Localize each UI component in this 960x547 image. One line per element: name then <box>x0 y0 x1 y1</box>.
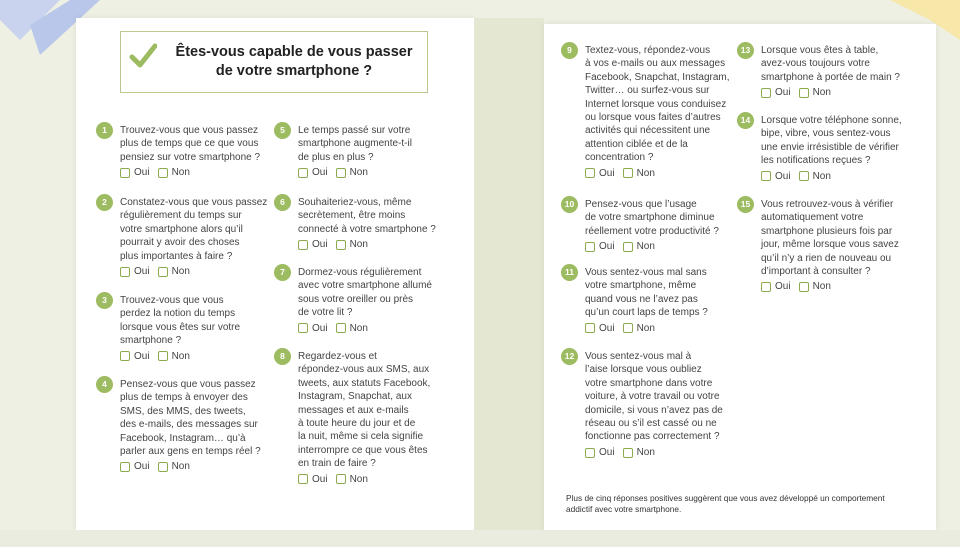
oui-option[interactable] <box>585 240 615 253</box>
oui-label: Oui <box>599 446 615 458</box>
oui-label: Oui <box>134 350 150 362</box>
oui-option[interactable] <box>120 265 150 278</box>
question-1 <box>102 124 261 180</box>
question-14 <box>740 114 902 183</box>
answer-options <box>298 473 430 486</box>
oui-checkbox[interactable] <box>298 168 308 178</box>
oui-label: Oui <box>312 473 328 485</box>
question-9 <box>567 44 730 180</box>
non-option[interactable] <box>158 265 190 278</box>
non-checkbox[interactable] <box>799 88 809 98</box>
non-option[interactable] <box>158 166 190 179</box>
question-number-badge: 7 <box>274 264 291 281</box>
non-option[interactable] <box>799 86 831 99</box>
non-label: Non <box>636 241 655 253</box>
answer-options <box>120 460 261 473</box>
question-number-badge: 9 <box>561 42 578 59</box>
answer-options <box>761 86 900 99</box>
question-number-badge: 14 <box>737 112 754 129</box>
oui-checkbox[interactable] <box>761 171 771 181</box>
question-7 <box>280 266 432 335</box>
oui-checkbox[interactable] <box>120 168 130 178</box>
oui-label: Oui <box>134 461 150 473</box>
non-option[interactable] <box>623 322 655 335</box>
answer-options <box>120 166 260 179</box>
oui-label: Oui <box>599 167 615 179</box>
answer-options <box>120 265 267 278</box>
question-text: Pensez-vous que vous passez plus de temps à envoyer des SMS, des MMS, des tweets, des e-mails, des messages sur Facebook, Instagram… qu’à parler aux gens en temps réel ? <box>120 379 261 458</box>
question-13 <box>740 44 900 100</box>
oui-option[interactable] <box>761 86 791 99</box>
question-11 <box>565 266 708 335</box>
non-checkbox[interactable] <box>623 242 633 252</box>
non-checkbox[interactable] <box>158 351 168 361</box>
non-checkbox[interactable] <box>799 282 809 292</box>
answer-options <box>585 446 723 459</box>
question-number-badge: 6 <box>274 194 291 211</box>
non-option[interactable] <box>799 170 831 183</box>
oui-option[interactable] <box>298 322 328 335</box>
oui-checkbox[interactable] <box>298 323 308 333</box>
oui-option[interactable] <box>585 322 615 335</box>
question-6 <box>280 196 436 252</box>
non-option[interactable] <box>336 166 368 179</box>
question-text: Dormez-vous régulièrement avec votre smartphone allumé sous votre oreiller ou près de votre lit ? <box>298 267 432 319</box>
oui-label: Oui <box>134 167 150 179</box>
question-number-badge: 3 <box>96 292 113 309</box>
non-checkbox[interactable] <box>336 474 346 484</box>
oui-label: Oui <box>312 239 328 251</box>
title-box <box>120 31 428 93</box>
oui-checkbox[interactable] <box>585 242 595 252</box>
question-2 <box>102 196 268 278</box>
non-label: Non <box>636 446 655 458</box>
non-checkbox[interactable] <box>623 168 633 178</box>
question-3 <box>102 294 241 363</box>
question-text: Le temps passé sur votre smartphone augmente-t-il de plus en plus ? <box>298 125 412 163</box>
non-checkbox[interactable] <box>336 240 346 250</box>
non-option[interactable] <box>158 350 190 363</box>
question-text: Trouvez-vous que vous passez plus de temps que ce que vous pensiez sur votre smartphone ? <box>120 125 261 163</box>
question-number-badge: 5 <box>274 122 291 139</box>
oui-label: Oui <box>775 87 791 99</box>
oui-option[interactable] <box>298 166 328 179</box>
non-label: Non <box>812 87 831 99</box>
answer-options <box>298 322 432 335</box>
oui-label: Oui <box>599 322 615 334</box>
question-number-badge: 1 <box>96 122 113 139</box>
non-checkbox[interactable] <box>623 323 633 333</box>
page-spine <box>474 18 544 530</box>
non-label: Non <box>636 167 655 179</box>
answer-options <box>120 350 240 363</box>
question-text: Vous sentez-vous mal sans votre smartphone, même quand vous ne l’avez pas qu’un court laps de temps ? <box>585 267 708 319</box>
oui-option[interactable] <box>120 460 150 473</box>
oui-option[interactable] <box>761 170 791 183</box>
oui-checkbox[interactable] <box>761 282 771 292</box>
oui-label: Oui <box>134 266 150 278</box>
footnote: Plus de cinq réponses positives suggèrent que vous avez développé un comportement addictif avec votre smartphone. <box>566 493 885 514</box>
non-checkbox[interactable] <box>623 448 633 458</box>
oui-checkbox[interactable] <box>585 168 595 178</box>
oui-option[interactable] <box>120 166 150 179</box>
question-number-badge: 4 <box>96 376 113 393</box>
non-checkbox[interactable] <box>158 267 168 277</box>
question-text: Pensez-vous que l’usage de votre smartphone diminue réellement votre productivité ? <box>585 199 719 237</box>
answer-options <box>761 170 902 183</box>
oui-checkbox[interactable] <box>298 240 308 250</box>
non-checkbox[interactable] <box>158 168 168 178</box>
question-text: Textez-vous, répondez-vous à vos e-mails ou aux messages Facebook, Snapchat, Instagram, Twitter… ou surfez-vous sur Internet lorsque vous conduisez ou lorsque vous faites d’autres activités qui nécessitent une attention ciblée et de la concentration ? <box>585 45 730 164</box>
non-label: Non <box>171 350 190 362</box>
question-text: Lorsque vous êtes à table, avez-vous toujours votre smartphone à portée de main ? <box>761 45 900 83</box>
oui-label: Oui <box>312 167 328 179</box>
question-4 <box>102 378 261 474</box>
non-label: Non <box>812 281 831 293</box>
non-label: Non <box>349 239 368 251</box>
non-label: Non <box>812 170 831 182</box>
non-option[interactable] <box>799 280 831 293</box>
non-label: Non <box>349 473 368 485</box>
oui-checkbox[interactable] <box>585 448 595 458</box>
non-checkbox[interactable] <box>336 323 346 333</box>
answer-options <box>585 167 730 180</box>
non-option[interactable] <box>336 473 368 486</box>
non-label: Non <box>171 167 190 179</box>
non-checkbox[interactable] <box>799 171 809 181</box>
non-option[interactable] <box>336 322 368 335</box>
question-8 <box>280 350 431 486</box>
question-10 <box>564 198 719 254</box>
non-label: Non <box>636 322 655 334</box>
page-title: Êtes-vous capable de vous passer de votre smartphone ? <box>175 44 413 79</box>
oui-option[interactable] <box>585 167 615 180</box>
oui-checkbox[interactable] <box>585 323 595 333</box>
question-number-badge: 11 <box>561 264 578 281</box>
question-number-badge: 2 <box>96 194 113 211</box>
answer-options <box>585 240 719 253</box>
question-number-badge: 8 <box>274 348 291 365</box>
answer-options <box>585 322 708 335</box>
question-text: Regardez-vous et répondez-vous aux SMS, aux tweets, aux statuts Facebook, Instagram, Snapchat, aux messages et aux e-mails à toute heure du jour et de la nuit, même si cela signifie interrompre ce que vous êtes en train de faire ? <box>298 351 431 470</box>
oui-option[interactable] <box>585 446 615 459</box>
oui-checkbox[interactable] <box>761 88 771 98</box>
question-text: Constatez-vous que vous passez régulièrement du temps sur votre smartphone alors qu’il pourrait y avoir des choses plus importantes à faire ? <box>120 197 268 262</box>
non-option[interactable] <box>336 238 368 251</box>
oui-label: Oui <box>312 322 328 334</box>
non-checkbox[interactable] <box>336 168 346 178</box>
question-12 <box>564 350 723 459</box>
non-option[interactable] <box>623 446 655 459</box>
question-text: Lorsque votre téléphone sonne, bipe, vibre, vous sentez-vous une envie irrésistible de vérifier les notifications reçues ? <box>761 115 902 167</box>
question-text: Vous retrouvez-vous à vérifier automatiquement votre smartphone plusieurs fois par jour, même lorsque vous savez qu’il n’y a rien de nouveau ou d’important à consulter ? <box>761 199 899 278</box>
answer-options <box>761 280 899 293</box>
oui-option[interactable] <box>298 473 328 486</box>
answer-options <box>298 238 436 251</box>
oui-option[interactable] <box>298 238 328 251</box>
question-number-badge: 15 <box>737 196 754 213</box>
oui-option[interactable] <box>761 280 791 293</box>
non-option[interactable] <box>623 240 655 253</box>
question-5 <box>280 124 412 180</box>
non-label: Non <box>349 167 368 179</box>
oui-label: Oui <box>775 281 791 293</box>
non-label: Non <box>349 322 368 334</box>
oui-checkbox[interactable] <box>120 462 130 472</box>
question-number-badge: 12 <box>561 348 578 365</box>
checkmark-icon <box>129 42 157 70</box>
non-checkbox[interactable] <box>158 462 168 472</box>
non-option[interactable] <box>623 167 655 180</box>
oui-checkbox[interactable] <box>120 351 130 361</box>
oui-label: Oui <box>599 241 615 253</box>
oui-label: Oui <box>775 170 791 182</box>
question-text: Trouvez-vous que vous perdez la notion du temps lorsque vous êtes sur votre smartphone ? <box>120 295 241 347</box>
oui-option[interactable] <box>120 350 150 363</box>
question-text: Souhaiteriez-vous, même secrètement, être moins connecté à votre smartphone ? <box>298 197 436 235</box>
non-label: Non <box>171 461 190 473</box>
question-number-badge: 13 <box>737 42 754 59</box>
question-number-badge: 10 <box>561 196 578 213</box>
question-15 <box>740 198 899 294</box>
non-option[interactable] <box>158 460 190 473</box>
bottom-strip <box>0 530 960 547</box>
non-label: Non <box>171 266 190 278</box>
answer-options <box>298 166 412 179</box>
oui-checkbox[interactable] <box>298 474 308 484</box>
question-text: Vous sentez-vous mal à l’aise lorsque vous oubliez votre smartphone dans votre voiture, à votre travail ou votre domicile, si vous n’avez pas de réseau ou s’il est cassé ou ne fonctionne pas correctement ? <box>585 351 723 443</box>
oui-checkbox[interactable] <box>120 267 130 277</box>
